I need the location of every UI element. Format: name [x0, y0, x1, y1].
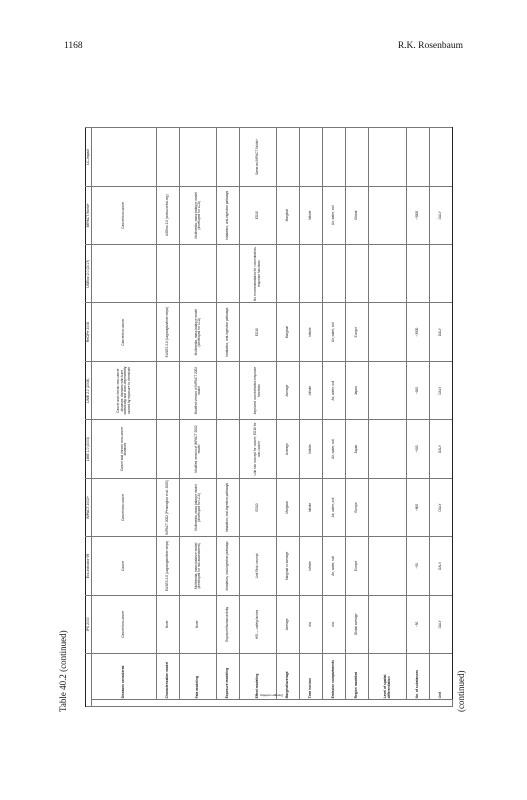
table-cell: Inhalation, oral-ingestion pathways	[217, 303, 240, 361]
table-row	[429, 128, 452, 707]
table-cell	[346, 128, 369, 187]
table-cell: DALY	[429, 303, 452, 361]
table-cell: n/a	[323, 595, 346, 653]
table-cell	[369, 245, 407, 303]
table-cell	[429, 128, 452, 187]
table-cell: ~50	[406, 595, 429, 653]
running-head: R.K. Rosenbaum	[397, 41, 463, 51]
table-cell: EUSES 2.0 (Lagrangian/time steps)	[157, 537, 180, 595]
column-header: LC-Impact	[86, 128, 92, 187]
table-cell: DALY	[429, 420, 452, 478]
table-cell: Marginal	[276, 186, 299, 244]
table-cell: Marginal	[276, 303, 299, 361]
table-cell: Infinite	[300, 478, 323, 536]
table-cell: Average	[276, 595, 299, 653]
table-cell: Marginal or average	[276, 537, 299, 595]
table-cell: Cancer and chronic non-cancer diseases: diseases which are statistically and dose-dependently caused by exposure to chemicals	[92, 361, 157, 419]
table-cell	[92, 128, 157, 187]
table-cell: Infinite	[300, 537, 323, 595]
table-cell: USEtox 2.0 (www.usetox.org)	[157, 186, 180, 244]
table-caption	[58, 582, 70, 712]
table-cell: Cancer	[92, 537, 157, 595]
table-cell: Infinite	[300, 361, 323, 419]
table-cell	[346, 245, 369, 303]
row-header: Unit	[429, 654, 452, 700]
table-row	[323, 128, 346, 707]
row-header: Exposure modeling	[217, 654, 240, 700]
table-cell	[217, 361, 240, 419]
column-header: LIME 2.0 (2008)	[86, 361, 92, 419]
table-cell: ~3000	[406, 303, 429, 361]
table-cell: ED10	[240, 478, 277, 536]
table-cell: ED10	[240, 186, 277, 244]
table-cell: ~50	[406, 537, 429, 595]
table-cell: No recommendation for concentration-response functions	[240, 245, 277, 303]
table-cell	[157, 245, 180, 303]
column-header: USEtox 2.0 (2017)	[86, 245, 92, 303]
table-cell: Exposure/human activity	[217, 595, 240, 653]
table-cell: Global	[346, 186, 369, 244]
table-cell	[300, 245, 323, 303]
table-row	[217, 128, 240, 707]
column-header: IMPACT World+	[86, 186, 92, 244]
table-cell: HEI — safety factors	[240, 595, 277, 653]
table-cell: Average	[276, 361, 299, 419]
table-cell: Modified version of IMPACT 2002 model	[180, 420, 217, 478]
table-cell	[276, 245, 299, 303]
table-cell: Infinite	[300, 420, 323, 478]
table-cell	[323, 245, 346, 303]
table-cell: Europe	[346, 303, 369, 361]
row-header: Region modelled	[346, 654, 369, 700]
table-cell	[157, 361, 180, 419]
column-header: ReCiPe 2008	[86, 303, 92, 361]
table-row	[369, 128, 407, 707]
column-header: IMPACT 2002+	[86, 478, 92, 536]
table-cell: Multimedia, mass balance model (developed for risk assessment)	[180, 537, 217, 595]
table-cell: Modified version of IMPACT 2002 model	[180, 361, 217, 419]
table-cell	[300, 128, 323, 187]
table-cell: None	[180, 595, 217, 653]
table-cell: Cancer and chronic non-cancer diseases	[92, 420, 157, 478]
table-row	[346, 128, 369, 707]
table-cell: Europe	[346, 478, 369, 536]
table-cell	[369, 478, 407, 536]
table-cell	[217, 128, 240, 187]
table-cell: Europe	[346, 537, 369, 595]
table-cell: Cancer/non-cancer	[92, 595, 157, 653]
table-cell	[157, 420, 180, 478]
table-cell: Cancer/non-cancer	[92, 478, 157, 536]
table-cell: Cancer/non-cancer	[92, 186, 157, 244]
table-cell	[180, 245, 217, 303]
table-cell	[180, 128, 217, 187]
table-status: (continued)	[58, 630, 68, 672]
table-cell: Air, water, soil	[323, 420, 346, 478]
table-cell: DALY	[429, 537, 452, 595]
table-row	[180, 128, 217, 707]
table-cell	[217, 420, 240, 478]
table-cell: Unit Risk concept	[240, 537, 277, 595]
continued-note: (continued)	[456, 670, 466, 712]
table-row	[240, 128, 277, 707]
table-cell: ~800	[406, 478, 429, 536]
table-cell: Japan	[346, 420, 369, 478]
table-cell	[369, 303, 407, 361]
table-cell: Multimedia, mass balance model (developed for LCA)	[180, 303, 217, 361]
table-cell: ED10	[240, 303, 277, 361]
table-cell: ~900	[406, 361, 429, 419]
column-header: IPS 2000	[86, 595, 92, 653]
table-cell: Global average	[346, 595, 369, 653]
table-row	[92, 128, 157, 707]
table-cell: Unit risk concept for cancer; ED10 for non-cancer	[240, 420, 277, 478]
table-cell: Air, water, soil	[323, 186, 346, 244]
table-cell	[92, 245, 157, 303]
row-header: Characterization model	[157, 654, 180, 700]
table-row	[406, 128, 429, 707]
table-cell: EUSES 2.0 (Lagrangian/time steps)	[157, 303, 180, 361]
table-cell: Air, water, soil	[323, 303, 346, 361]
table-cell	[369, 595, 407, 653]
table-row	[157, 128, 180, 707]
row-header: No. of substances	[406, 654, 429, 700]
row-header: Emission compartments	[323, 654, 346, 700]
table-cell	[369, 128, 407, 187]
table-cell	[276, 128, 299, 187]
row-header: Diseases considered	[92, 654, 157, 700]
row-header: Level of spatial differentiation	[369, 654, 407, 700]
table-cell: Air, water, soil	[323, 537, 346, 595]
table-cell	[323, 128, 346, 187]
table-cell: Air, water, soil	[323, 361, 346, 419]
table-cell	[157, 128, 180, 187]
table-cell: Inhalation, oral-ingestion pathways	[217, 537, 240, 595]
table-cell: Average	[276, 420, 299, 478]
table-cell: None	[157, 595, 180, 653]
table-cell	[406, 245, 429, 303]
column-header: LIME 1.0 (2003)	[86, 420, 92, 478]
table-cell	[369, 420, 407, 478]
table-cell: Japan	[346, 361, 369, 419]
table-row	[276, 128, 299, 707]
table-cell: Infinite	[300, 186, 323, 244]
table-cell: DALY	[429, 595, 452, 653]
table-label: Table 40.2	[58, 674, 68, 712]
table-cell: Inhalation, oral-ingestion pathways	[217, 186, 240, 244]
table-cell: Cancer/non-cancer	[92, 303, 157, 361]
table-cell: n/a	[300, 595, 323, 653]
table-cell	[369, 186, 407, 244]
table-cell: ~3000	[406, 186, 429, 244]
table-row	[300, 128, 323, 707]
table-cell: Infinite	[300, 303, 323, 361]
row-header: Effect modeling	[240, 654, 277, 700]
row-header: Time horizon	[300, 654, 323, 700]
rotated-table	[85, 127, 453, 707]
table-cell	[406, 128, 429, 187]
row-header: Fate modeling	[180, 654, 217, 700]
table-cell: IMPACT 2002 (Pennington et al. 2005)	[157, 478, 180, 536]
table-cell: ~900	[406, 420, 429, 478]
table-cell	[369, 361, 407, 419]
table-cell: Improved concentration-response functions	[240, 361, 277, 419]
table-cell: Multimedia, mass balance model (developed for LCA)	[180, 478, 217, 536]
table-cell: DALY	[429, 478, 452, 536]
table-cell	[429, 245, 452, 303]
table-cell: DALY	[429, 361, 452, 419]
column-header: Eco-indicator 99	[86, 537, 92, 595]
table-cell: Same as IMPACT World+	[240, 128, 277, 187]
table-cell: Marginal	[276, 478, 299, 536]
table-cell: Inhalation, oral-ingestion pathways	[217, 478, 240, 536]
table-cell: DALY	[429, 186, 452, 244]
table-cell	[369, 537, 407, 595]
row-header: Marginal/average	[276, 654, 299, 700]
table-cell: Multimedia, mass balance model (developed for LCA)	[180, 186, 217, 244]
group-label: Damage modeling	[260, 693, 284, 698]
table-cell	[217, 245, 240, 303]
data-table	[85, 127, 453, 707]
page-number: 1168	[64, 41, 83, 51]
table-cell: Air, water, soil	[323, 478, 346, 536]
